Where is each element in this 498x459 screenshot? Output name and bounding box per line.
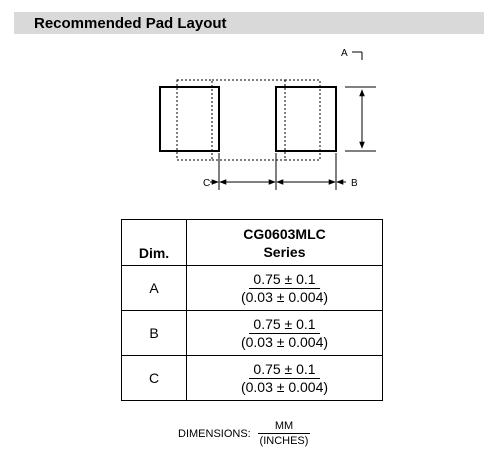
row-value <box>187 311 383 356</box>
left-pad <box>160 87 219 151</box>
legend-unit-inches: (INCHES) <box>259 435 309 447</box>
row-dim: A <box>122 266 187 311</box>
value-inches: (0.03 ± 0.004) <box>240 333 329 350</box>
table-row <box>122 356 383 401</box>
value-mm: 0.75 ± 0.1 <box>249 316 319 334</box>
label-b: B <box>351 178 358 189</box>
legend-label: DIMENSIONS: <box>178 428 251 440</box>
label-a: A <box>341 48 348 59</box>
table-row <box>122 266 383 311</box>
pad-layout-diagram <box>0 0 498 215</box>
row-value <box>187 266 383 311</box>
header-dim: Dim. <box>122 220 187 266</box>
legend-units <box>258 420 310 448</box>
label-c: C <box>203 178 211 189</box>
section-title: Recommended Pad Layout <box>34 15 227 32</box>
header-series-line1: CG0603MLC <box>243 225 326 242</box>
header-series-line2: Series <box>263 243 306 260</box>
dimension-c-b <box>210 153 346 190</box>
row-dim: B <box>122 311 187 356</box>
value-inches: (0.03 ± 0.004) <box>240 288 329 305</box>
legend-unit-mm: MM <box>258 420 310 434</box>
table-header-row <box>122 220 383 266</box>
component-outline <box>177 80 320 160</box>
dimension-a <box>345 52 376 151</box>
value-mm: 0.75 ± 0.1 <box>249 361 319 379</box>
value-mm: 0.75 ± 0.1 <box>249 271 319 289</box>
row-dim: C <box>122 356 187 401</box>
table-row <box>122 311 383 356</box>
value-inches: (0.03 ± 0.004) <box>240 378 329 395</box>
row-value <box>187 356 383 401</box>
dimensions-table <box>121 219 383 401</box>
header-series <box>187 220 383 266</box>
